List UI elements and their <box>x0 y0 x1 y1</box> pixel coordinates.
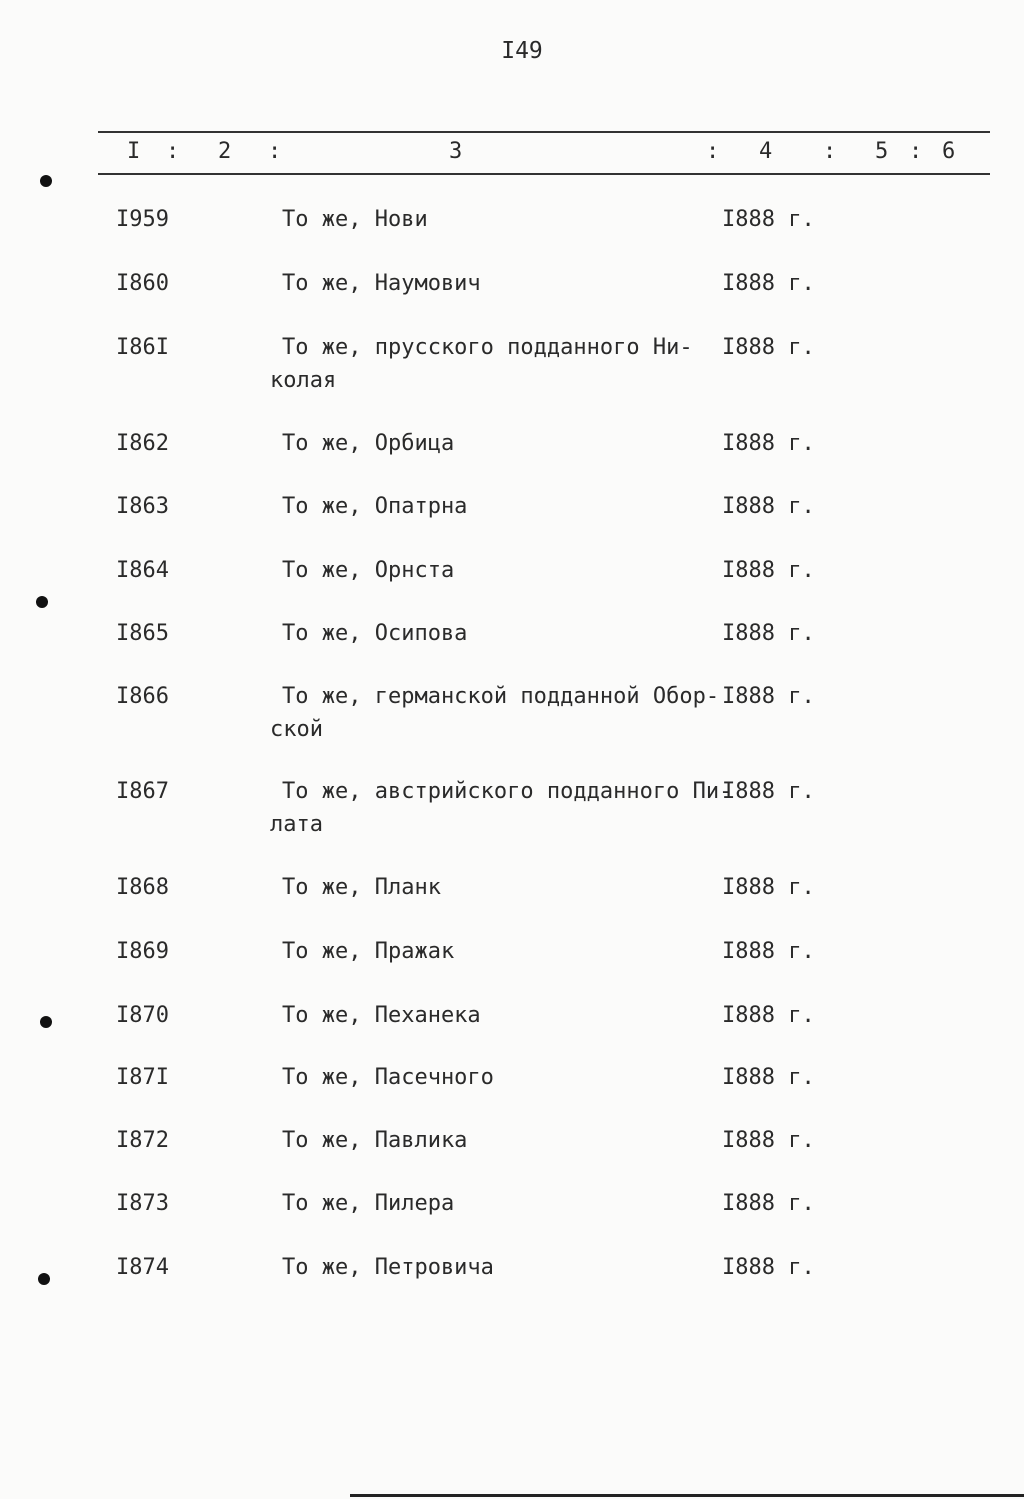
row-year: I888 г. <box>722 494 815 519</box>
row-year: I888 г. <box>722 1255 815 1280</box>
row-description <box>270 331 740 397</box>
row-number: I862 <box>116 431 169 456</box>
page-bottom-edge <box>350 1494 1024 1497</box>
description-line: То же, Павлика <box>282 1128 468 1153</box>
row-description <box>270 427 740 460</box>
header-col-5: 5 <box>875 139 889 164</box>
row-year: I888 г. <box>722 1065 815 1090</box>
row-year: I888 г. <box>722 875 815 900</box>
header-col-3: 3 <box>449 139 463 164</box>
row-year: I888 г. <box>722 335 815 360</box>
row-number: I866 <box>116 684 169 709</box>
header-separator: : <box>706 139 720 164</box>
description-line: То же, Наумович <box>282 271 481 296</box>
description-line: То же, Петровича <box>282 1255 494 1280</box>
header-separator: : <box>268 139 282 164</box>
row-number: I863 <box>116 494 169 519</box>
punch-hole <box>38 1273 50 1285</box>
description-line: То же, Орнста <box>282 558 455 583</box>
row-number: I873 <box>116 1191 169 1216</box>
row-description <box>270 203 740 236</box>
description-line: То же, Пеханека <box>282 1003 481 1028</box>
row-number: I860 <box>116 271 169 296</box>
header-separator: : <box>823 139 837 164</box>
description-line: То же, Пилера <box>282 1191 455 1216</box>
description-line: То же, германской подданной Обор- <box>282 684 720 709</box>
row-year: I888 г. <box>722 684 815 709</box>
header-col-2: 2 <box>218 139 232 164</box>
row-year: I888 г. <box>722 1191 815 1216</box>
header-col-6: 6 <box>942 139 956 164</box>
description-line: То же, Планк <box>282 875 441 900</box>
description-line: То же, Осипова <box>282 621 468 646</box>
row-year: I888 г. <box>722 1128 815 1153</box>
page-number: I49 <box>501 38 543 64</box>
header-separator: : <box>909 139 923 164</box>
row-number: I864 <box>116 558 169 583</box>
row-number: I874 <box>116 1255 169 1280</box>
header-bottom-rule <box>98 173 990 175</box>
description-line: То же, Опатрна <box>282 494 468 519</box>
punch-hole <box>40 175 52 187</box>
row-year: I888 г. <box>722 431 815 456</box>
row-year: I888 г. <box>722 779 815 804</box>
row-number: I959 <box>116 207 169 232</box>
row-year: I888 г. <box>722 1003 815 1028</box>
row-number: I869 <box>116 939 169 964</box>
header-col-4: 4 <box>759 139 773 164</box>
description-line: То же, прусского подданного Ни- <box>282 335 693 360</box>
row-description <box>270 554 740 587</box>
row-number: I868 <box>116 875 169 900</box>
row-description <box>270 935 740 968</box>
row-description <box>270 490 740 523</box>
row-description <box>270 1251 740 1284</box>
row-description <box>270 1187 740 1220</box>
row-description <box>270 999 740 1032</box>
description-line: ской <box>270 717 323 742</box>
row-number: I870 <box>116 1003 169 1028</box>
description-line: То же, Пражак <box>282 939 455 964</box>
description-line: лата <box>270 812 323 837</box>
row-description <box>270 680 740 746</box>
row-description <box>270 871 740 904</box>
header-top-rule <box>98 131 990 133</box>
description-line: То же, австрийского подданного Пи- <box>282 779 733 804</box>
description-line: То же, Нови <box>282 207 428 232</box>
description-line: То же, Орбица <box>282 431 455 456</box>
row-description <box>270 267 740 300</box>
header-col-1: I <box>127 139 141 164</box>
description-line: колая <box>270 368 337 393</box>
row-description <box>270 775 740 841</box>
row-description <box>270 1061 740 1094</box>
description-line: То же, Пасечного <box>282 1065 494 1090</box>
row-year: I888 г. <box>722 271 815 296</box>
header-separator: : <box>166 139 180 164</box>
punch-hole <box>40 1016 52 1028</box>
row-number: I865 <box>116 621 169 646</box>
punch-hole <box>36 596 48 608</box>
row-description <box>270 617 740 650</box>
row-description <box>270 1124 740 1157</box>
row-number: I87I <box>116 1065 169 1090</box>
row-year: I888 г. <box>722 621 815 646</box>
row-number: I86I <box>116 335 169 360</box>
row-year: I888 г. <box>722 939 815 964</box>
row-year: I888 г. <box>722 207 815 232</box>
row-number: I872 <box>116 1128 169 1153</box>
row-number: I867 <box>116 779 169 804</box>
row-year: I888 г. <box>722 558 815 583</box>
